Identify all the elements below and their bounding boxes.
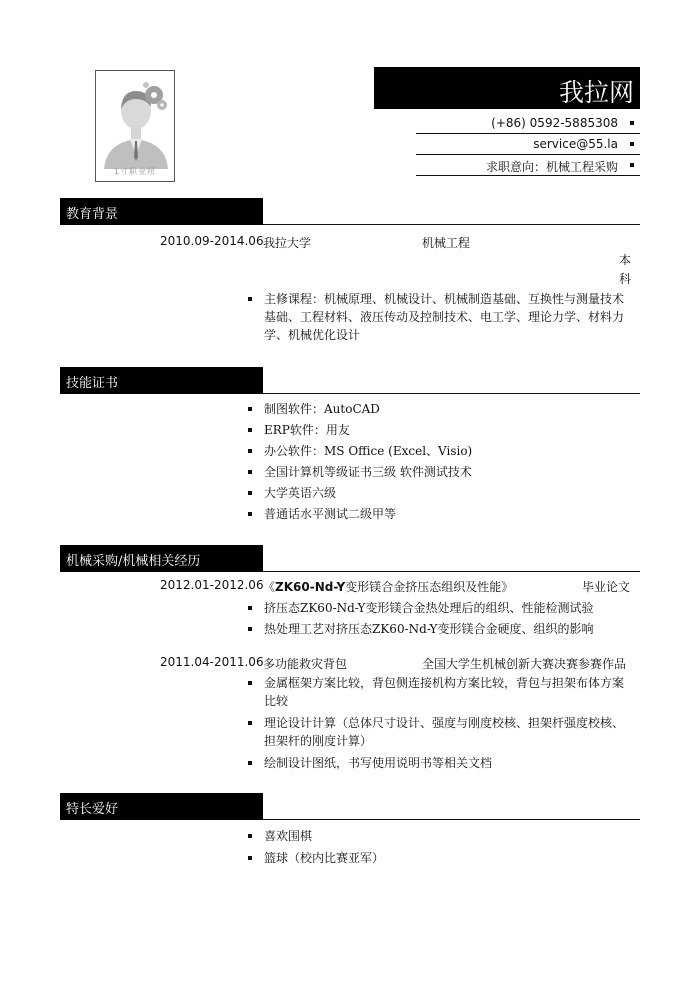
bullet-square-icon xyxy=(248,627,252,631)
section-title: 教育背景 xyxy=(66,207,119,222)
candidate-name: 我拉网 xyxy=(558,78,634,107)
list-item: 制图软件：AutoCAD xyxy=(248,400,640,418)
education-degree-line2: 科 xyxy=(619,272,632,286)
email-address: service@55.la xyxy=(533,137,618,151)
experience-date: 2011.04-2011.06 xyxy=(160,655,264,669)
education-school: 我拉大学 xyxy=(263,236,312,250)
bullet-square-icon xyxy=(248,856,252,860)
list-item: 热处理工艺对挤压态ZK60-Nd-Y变形镁合金硬度、组织的影响 xyxy=(248,620,640,638)
section-education-header xyxy=(60,198,640,225)
list-item: 大学英语六级 xyxy=(248,484,640,502)
bullet-square-icon xyxy=(248,428,252,432)
name-banner xyxy=(374,67,640,109)
experience-date: 2012.01-2012.06 xyxy=(160,578,264,592)
list-item: 主修课程：机械原理、机械设计、机械制造基础、互换性与测量技术 基础、工程材料、液压传动及控制技术、电工学、理论力学、材料力 学、机械优化设计 xyxy=(248,290,640,344)
list-item: 喜欢围棋 xyxy=(248,827,640,845)
bullet-square-icon xyxy=(630,163,634,167)
bullet-square-icon xyxy=(248,834,252,838)
bullet-square-icon xyxy=(248,761,252,765)
list-item: 绘制设计图纸，书写使用说明书等相关文档 xyxy=(248,754,640,772)
contact-phone-row xyxy=(416,113,640,134)
list-item: 篮球（校内比赛亚军） xyxy=(248,849,640,867)
education-major: 机械工程 xyxy=(422,236,471,250)
list-item: 理论设计计算（总体尺寸设计、强度与刚度校核、担架杆强度校核、 担架杆的刚度计算） xyxy=(248,714,640,750)
bullet-square-icon xyxy=(248,721,252,725)
list-item: 办公软件：MS Office (Excel、Visio) xyxy=(248,442,640,460)
experience-project: 《ZK60-Nd-Y变形镁合金挤压态组织及性能》 xyxy=(263,580,514,594)
bullet-square-icon xyxy=(248,407,252,411)
photo-caption: 1寸职业照 xyxy=(113,167,157,176)
section-title: 特长爱好 xyxy=(66,802,119,817)
section-hobbies-header xyxy=(60,793,640,820)
bullet-square-icon xyxy=(248,297,252,301)
bullet-square-icon xyxy=(248,449,252,453)
education-degree-line1: 本 xyxy=(619,253,632,267)
list-item: 挤压态ZK60-Nd-Y变形镁合金热处理后的组织、性能检测试验 xyxy=(248,599,640,617)
bullet-square-icon xyxy=(248,606,252,610)
contact-email-row xyxy=(416,134,640,155)
list-item: 全国计算机等级证书三级 软件测试技术 xyxy=(248,463,640,481)
bullet-square-icon xyxy=(630,121,634,125)
list-item: 金属框架方案比较，背包侧连接机构方案比较，背包与担架布体方案 比较 xyxy=(248,674,640,710)
bullet-square-icon xyxy=(248,681,252,685)
section-skills-header xyxy=(60,367,640,394)
bullet-square-icon xyxy=(248,491,252,495)
section-experience-header xyxy=(60,545,640,572)
list-item: ERP软件：用友 xyxy=(248,421,640,439)
section-title: 机械采购/机械相关经历 xyxy=(66,554,201,569)
experience-tag: 毕业论文 xyxy=(582,580,631,594)
profile-photo xyxy=(95,70,175,182)
bullet-square-icon xyxy=(630,142,634,146)
section-title: 技能证书 xyxy=(66,376,119,391)
contact-intention-row xyxy=(416,155,640,176)
list-item: 普通话水平测试二级甲等 xyxy=(248,505,640,523)
bullet-square-icon xyxy=(248,470,252,474)
phone-number: (+86) 0592-5885308 xyxy=(491,116,618,130)
experience-project: 多功能救灾背包 xyxy=(263,657,348,671)
education-date: 2010.09-2014.06 xyxy=(160,234,264,248)
bullet-square-icon xyxy=(248,512,252,516)
experience-tag: 全国大学生机械创新大赛决赛参赛作品 xyxy=(422,657,627,671)
job-intention: 求职意向：机械工程采购 xyxy=(485,160,618,174)
